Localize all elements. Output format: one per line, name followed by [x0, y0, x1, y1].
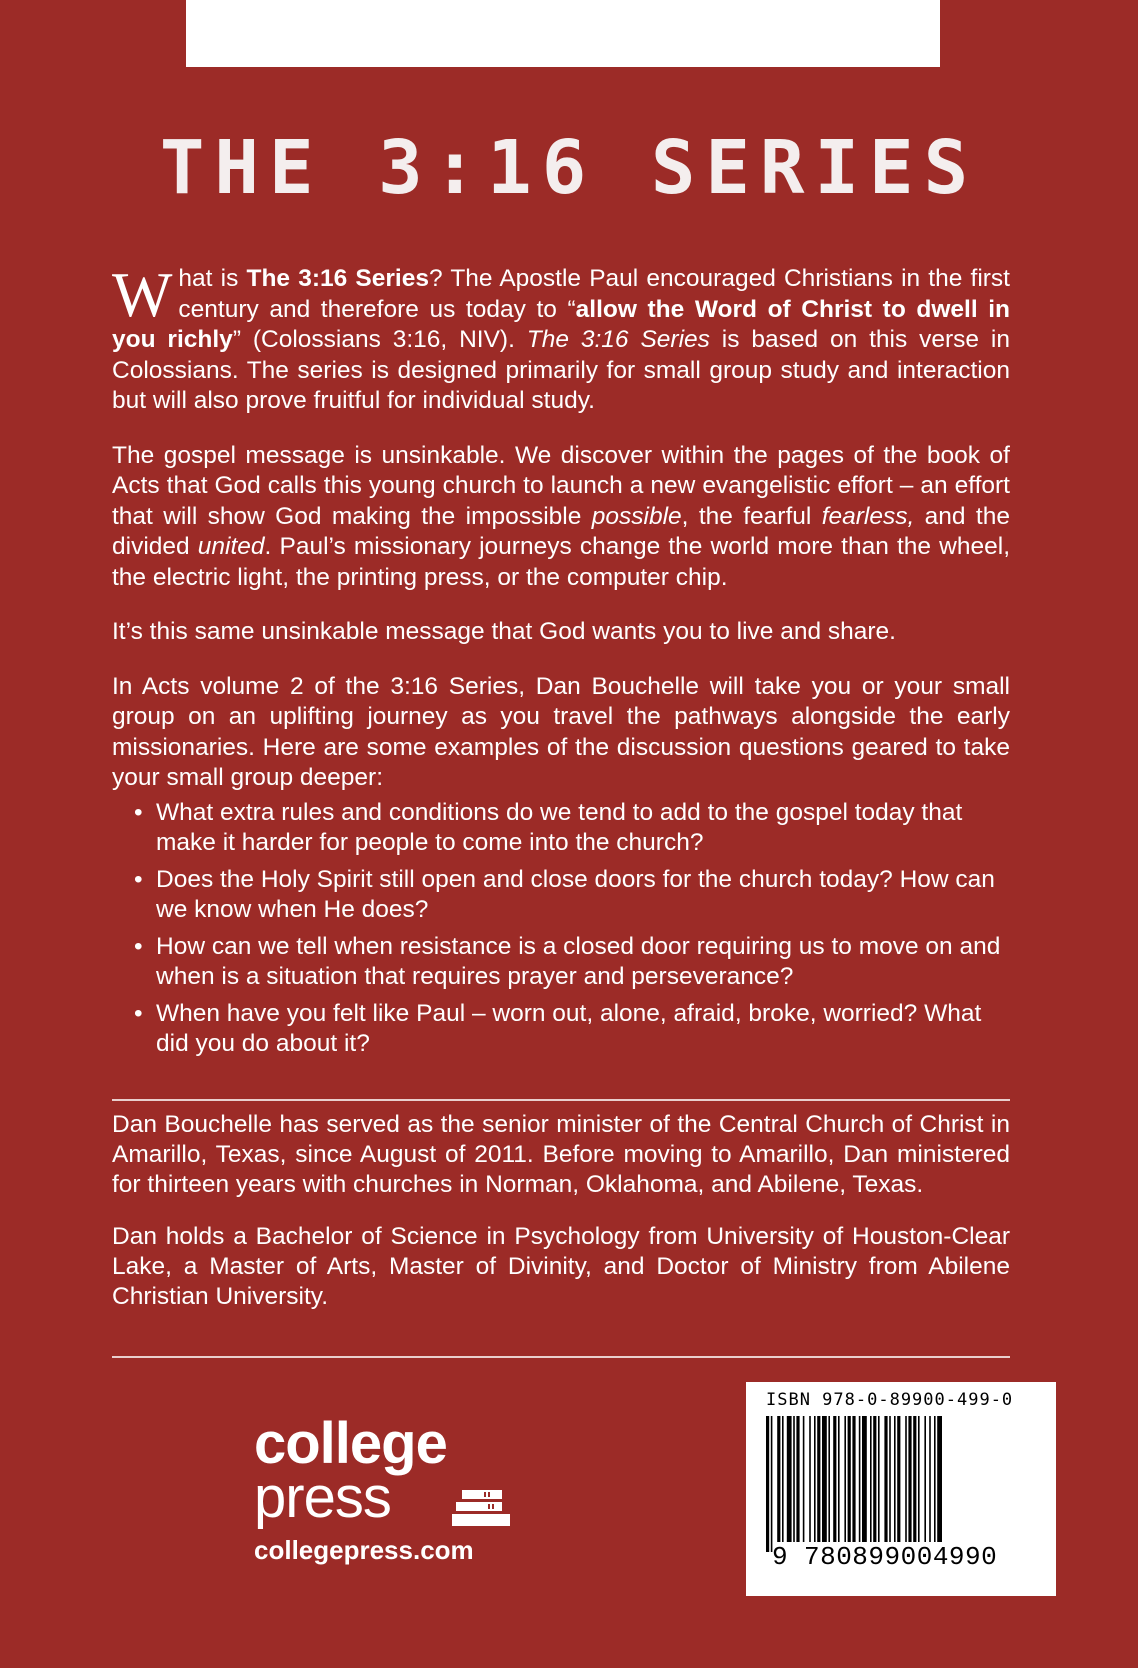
bio-paragraph: Dan Bouchelle has served as the senior minister of the Central Church of Christ in Amarillo, Texas, since August of 2011. Before moving to Amarillo, Dan ministered for thirteen years with churches in Norman, Oklahoma, and Abilene, Texas. — [112, 1111, 1010, 1198]
publisher-url: collegepress.com — [254, 1535, 474, 1565]
divider-bottom — [112, 1356, 1010, 1358]
description — [112, 259, 1011, 1066]
gospel-paragraph: The gospel message is unsinkable. We discover within the pages of the book of Acts that God calls this young church to launch a new evangelistic effort – an effort that will show God making the impossible possible, the fearful fearless, and the divided united. Paul’s missionary journeys change the world more than the wheel, the electric light, the printing press, or the computer chip. — [112, 441, 1010, 591]
barcode-first-digit: 9 — [772, 1542, 788, 1572]
publisher-logo — [254, 1411, 534, 1570]
isbn-barcode — [746, 1382, 1056, 1596]
list-item: • When have you felt like Paul – worn out, alone, afraid, broke, worried? What did you do about it? — [156, 999, 1010, 1060]
intro-paragraph: What is The 3:16 Series? The Apostle Paul encouraged Christians in the first century and therefore us today to “allow the Word of Christ to dwell in you richly” (Colossians 3:16, NIV). The 3:16 Series is based on this verse in Colossians. The series is designed primarily for small group study and interaction but will also prove fruitful for individual study. — [112, 259, 1011, 414]
dropcap: W — [112, 259, 173, 330]
divider-top — [112, 1099, 1010, 1101]
bio-paragraph: Dan holds a Bachelor of Science in Psychology from University of Houston-Clear Lake, a Master of Arts, Master of Divinity, and Doctor of Ministry from Abilene Christian University. — [112, 1223, 1010, 1310]
logo-word-press: press — [254, 1465, 391, 1530]
author-bio — [112, 1110, 1010, 1334]
books-icon — [452, 1490, 510, 1528]
question-list — [112, 798, 1010, 1060]
top-label-area — [186, 0, 940, 67]
isbn-label: ISBN 978-0-89900-499-0 — [766, 1390, 1014, 1410]
barcode-number: 780899004990 — [804, 1542, 998, 1572]
message-paragraph: It’s this same unsinkable message that God wants you to live and share. — [112, 618, 896, 645]
list-item: • How can we tell when resistance is a closed door requiring us to move on and when is a situation that requires prayer and perseverance? — [156, 932, 1010, 993]
list-item: • Does the Holy Spirit still open and close doors for the church today? How can we know when He does? — [156, 865, 1010, 926]
volume-paragraph: In Acts volume 2 of the 3:16 Series, Dan Bouchelle will take you or your small group on an uplifting journey as you travel the pathways alongside the early missionaries. Here are some examples of the discussion questions geared to take your small group deeper: — [112, 672, 1010, 791]
list-item: • What extra rules and conditions do we tend to add to the gospel today that make it harder for people to come into the church? — [156, 798, 1010, 859]
logo-word-college: college — [254, 1411, 447, 1476]
barcode-bars — [766, 1416, 1032, 1552]
series-title: THE 3:16 SERIES — [159, 125, 979, 211]
